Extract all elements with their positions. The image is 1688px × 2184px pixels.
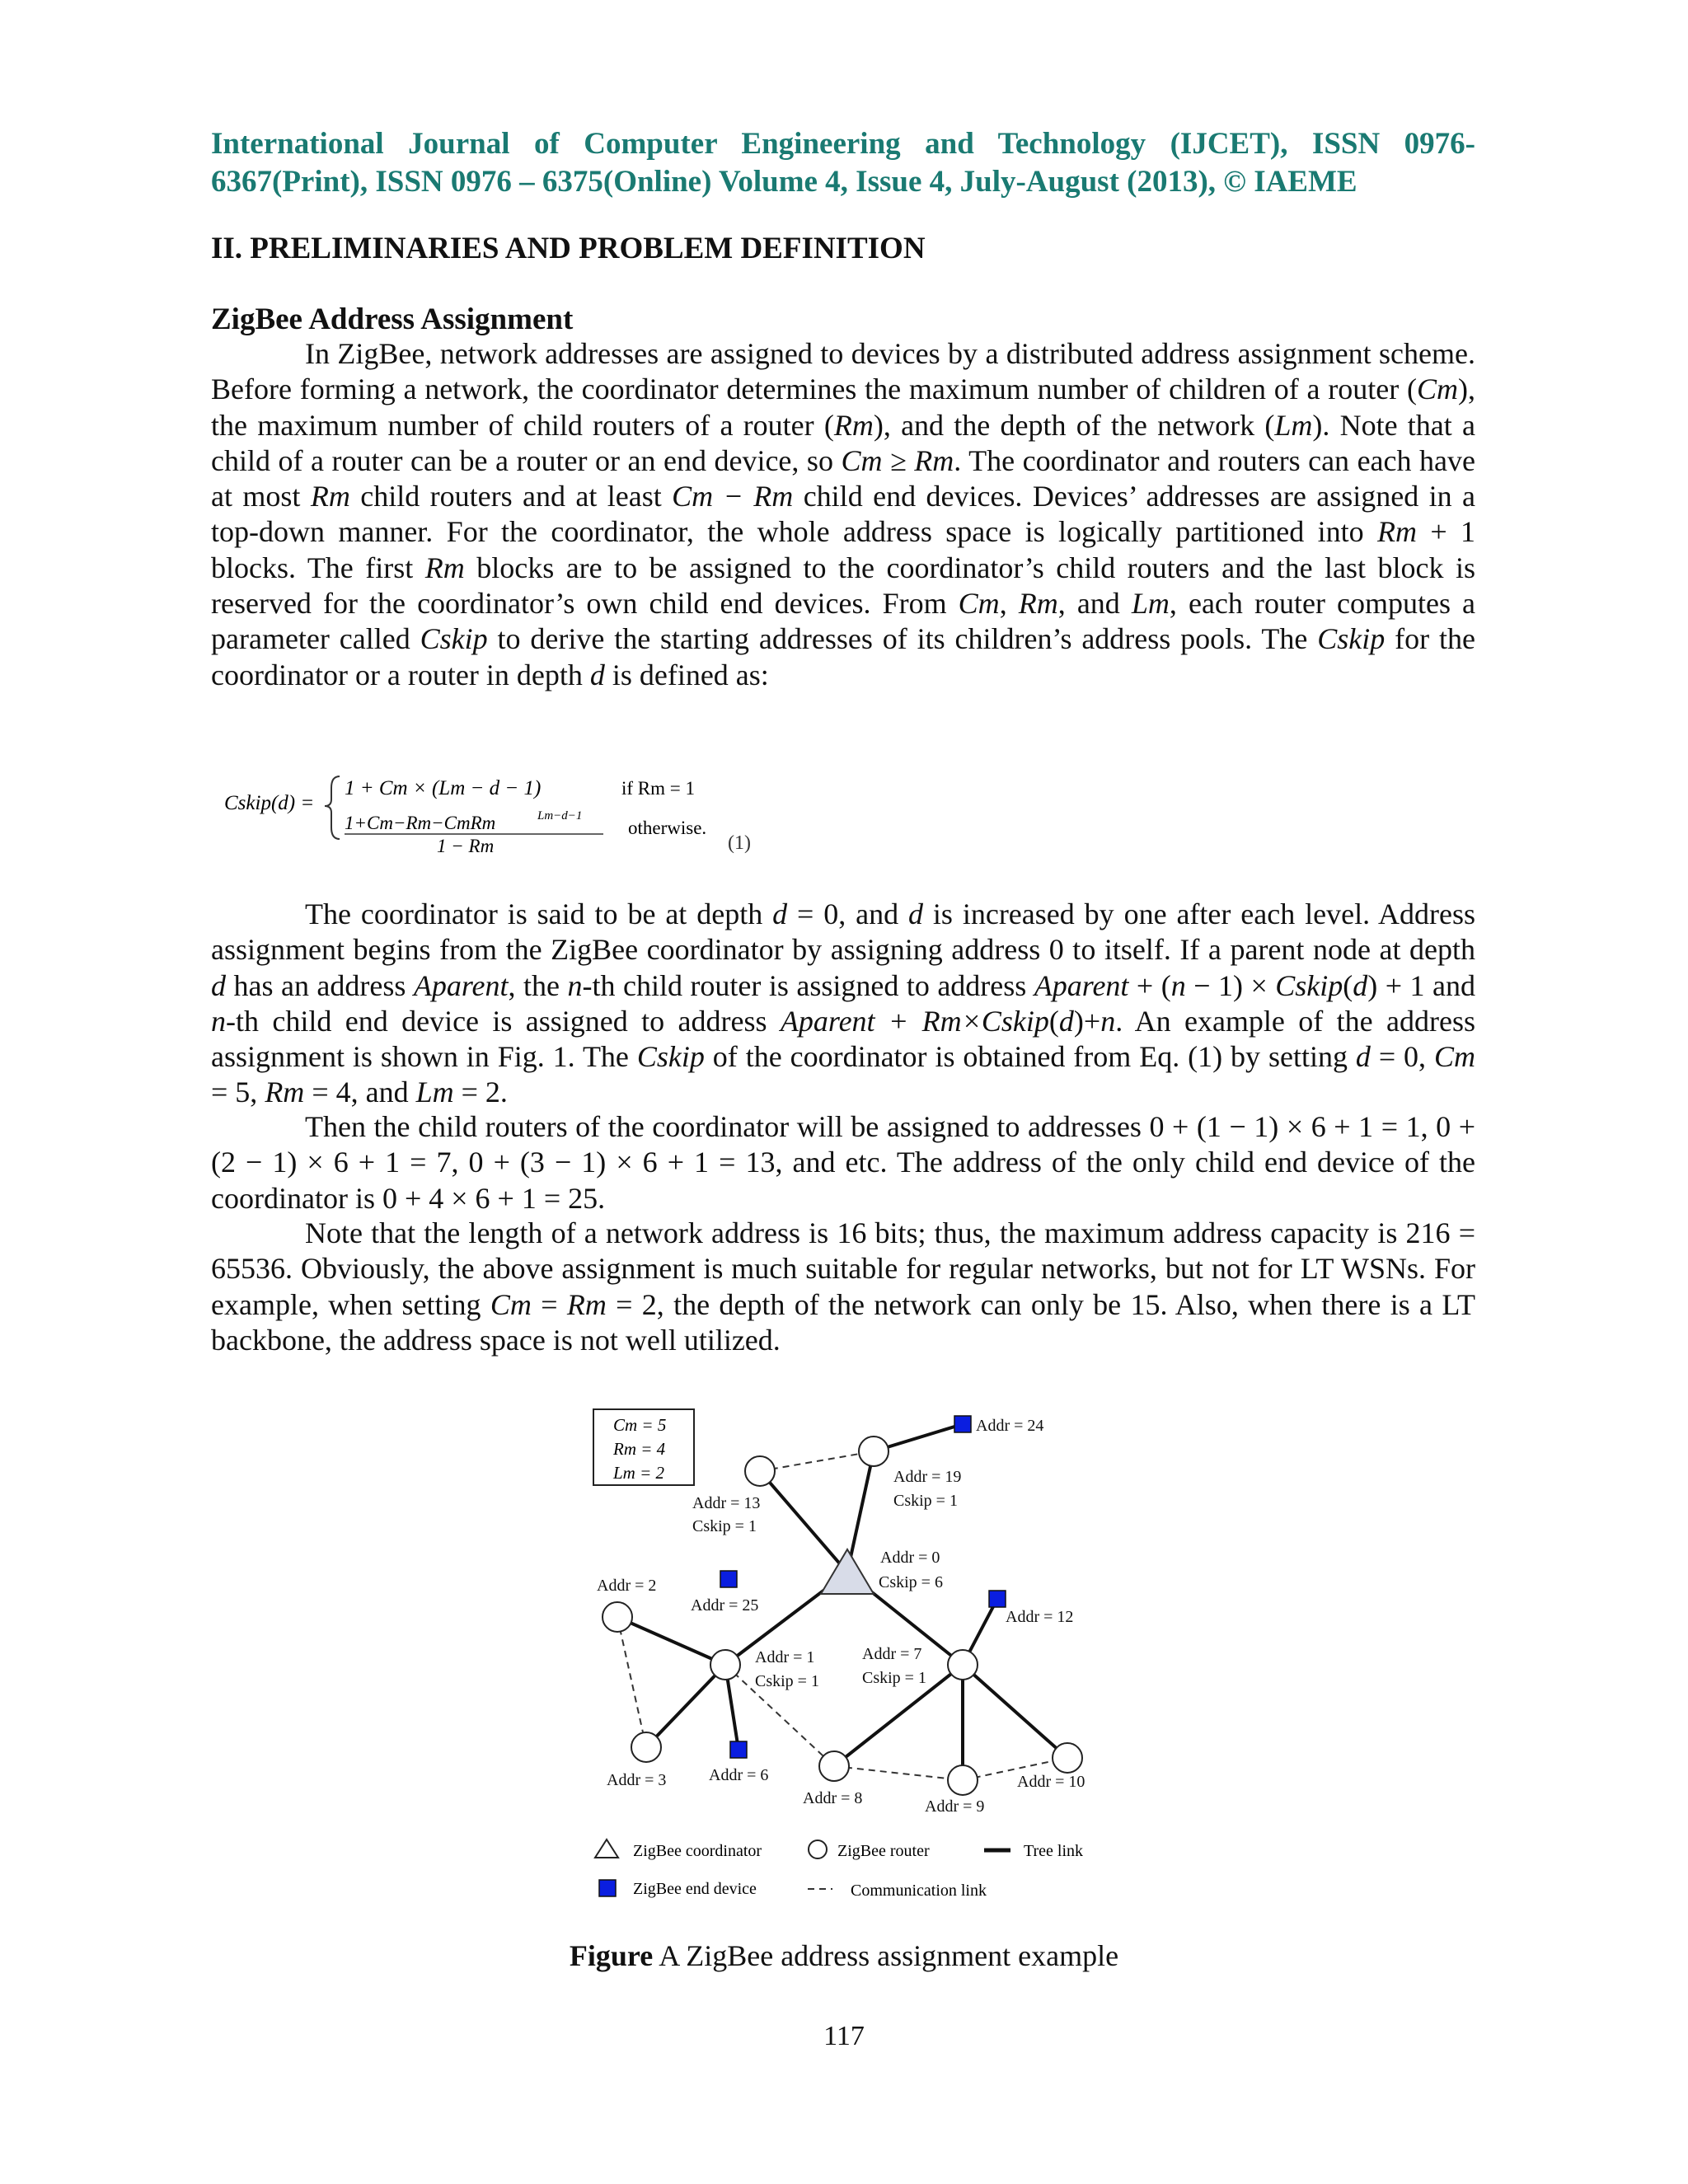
formula-case2-exp: Lm−d−1 bbox=[537, 809, 583, 823]
router-addr-13 bbox=[745, 1456, 775, 1486]
label-cskip-7: Cskip = 1 bbox=[862, 1669, 926, 1687]
router-addr-8 bbox=[819, 1751, 849, 1781]
figure-caption bbox=[0, 1938, 1688, 1973]
section-title: II. PRELIMINARIES AND PROBLEM DEFINITION bbox=[211, 232, 926, 265]
zigbee-address-figure bbox=[577, 1393, 1104, 1912]
legend-tree-link: Tree link bbox=[1024, 1842, 1084, 1860]
label-addr-6: Addr = 6 bbox=[709, 1766, 769, 1784]
paragraph-address-scheme: In ZigBee, network addresses are assigned to devices by a distributed address assignment scheme. Before forming a network, the coordinator determines the maximum number of children of a router (Cm), the maximum number of child routers of a router (Rm), and the depth of the network (Lm). Note that a child of a router can be a router or an end device, so Cm ≥ Rm. The coordinator and routers can each have at most Rm child routers and at least Cm − Rm child end devices. Devices’ addresses are assigned in a top-down manner. For the coordinator, the whole address space is logically partitioned into Rm + 1 blocks. The first Rm blocks are to be assigned to the coordinator’s child routers and the last block is reserved for the coordinator’s own child end devices. From Cm, Rm, and Lm, each router computes a parameter called Cskip to derive the starting addresses of its children’s address pools. The Cskip for the coordinator or a router in depth d is defined as: bbox=[211, 337, 1476, 691]
journal-header-line1: International Journal of Computer Engineering and Technology (IJCET), ISSN 0976- bbox=[211, 127, 1475, 161]
label-addr-24: Addr = 24 bbox=[976, 1417, 1044, 1435]
label-cskip-13: Cskip = 1 bbox=[692, 1517, 757, 1535]
label-addr-1: Addr = 1 bbox=[755, 1648, 815, 1666]
param-lm: Lm = 2 bbox=[613, 1463, 665, 1483]
legend-comm-link: Communication link bbox=[851, 1882, 987, 1900]
formula-case2-num: 1+Cm−Rm−CmRm bbox=[345, 813, 496, 833]
router-addr-9 bbox=[948, 1765, 978, 1795]
formula-case1-cond: if Rm = 1 bbox=[621, 778, 696, 799]
label-addr-3: Addr = 3 bbox=[607, 1771, 667, 1789]
param-rm: Rm = 4 bbox=[613, 1439, 666, 1459]
legend-router: ZigBee router bbox=[837, 1842, 930, 1860]
label-addr-10: Addr = 10 bbox=[1017, 1773, 1085, 1791]
formula-lhs: Cskip(d) = bbox=[224, 792, 315, 814]
paragraph-depth: The coordinator is said to be at depth d = 0, and d is increased by one after each level. Address assignment begins from the ZigBee coordinator by assigning address 0 to itself. If a parent node at depth d has an address Aparent, the n-th child router is assigned to address Aparent + (n − 1) × Cskip(d) + 1 and n-th child end device is assigned to address Aparent + Rm×Cskip(d)+n. An example of the address assignment is shown in Fig. 1. The Cskip of the coordinator is obtained from Eq. (1) by setting d = 0, Cm = 5, Rm = 4, and Lm = 2. bbox=[211, 898, 1475, 1109]
router-addr-7 bbox=[948, 1650, 978, 1680]
formula-case1-expr: 1 + Cm × (Lm − d − 1) bbox=[345, 777, 542, 799]
subsection-title: ZigBee Address Assignment bbox=[211, 302, 574, 336]
coordinator-node bbox=[821, 1549, 874, 1594]
label-addr-2: Addr = 2 bbox=[597, 1577, 657, 1595]
figure-caption-label: Figure bbox=[569, 1939, 654, 1972]
router-addr-2 bbox=[603, 1602, 632, 1632]
cskip-formula bbox=[219, 752, 763, 860]
router-addr-3 bbox=[631, 1732, 661, 1762]
end-device-addr-12 bbox=[989, 1591, 1006, 1607]
formula-case2-den: 1 − Rm bbox=[437, 836, 495, 856]
legend-router-icon bbox=[809, 1840, 827, 1858]
paragraph-example: Then the child routers of the coordinator will be assigned to addresses 0 + (1 − 1) × 6 + 1 = 1, 0 + (2 − 1) × 6 + 1 = 7, 0 + (3 − 1) × 6 + 1 = 13, and etc. The address of the only child end device of the coordinator is 0 + 4 × 6 + 1 = 25. bbox=[211, 1110, 1475, 1215]
communication-links bbox=[617, 1451, 1067, 1780]
formula-brace bbox=[325, 776, 340, 839]
paragraph-capacity: Note that the length of a network address is 16 bits; thus, the maximum address capacity is 216 = 65536. Obviously, the above assignment is much suitable for regular networks, but not for LT WSNs. For example, when setting Cm = Rm = 2, the depth of the network can only be 15. Also, when there is a LT backbone, the address space is not well utilized. bbox=[211, 1216, 1476, 1357]
journal-header bbox=[211, 125, 1475, 201]
end-device-addr-25 bbox=[720, 1571, 737, 1587]
end-device-addr-6 bbox=[730, 1741, 747, 1758]
legend-coordinator-icon bbox=[595, 1840, 618, 1858]
router-addr-10 bbox=[1053, 1743, 1082, 1773]
label-cskip-1: Cskip = 1 bbox=[755, 1672, 819, 1690]
label-addr-25: Addr = 25 bbox=[691, 1596, 759, 1615]
figure-legend bbox=[595, 1840, 1083, 1900]
param-cm: Cm = 5 bbox=[613, 1415, 667, 1435]
figure-caption-text: A ZigBee address assignment example bbox=[653, 1939, 1119, 1972]
formula-case2-cond: otherwise. bbox=[628, 818, 707, 838]
label-addr-13: Addr = 13 bbox=[692, 1494, 761, 1512]
legend-end-device-icon bbox=[599, 1880, 616, 1896]
router-addr-1 bbox=[710, 1650, 740, 1680]
router-addr-19 bbox=[859, 1436, 889, 1466]
label-cskip-0: Cskip = 6 bbox=[879, 1573, 943, 1591]
equation-number: (1) bbox=[728, 832, 751, 854]
label-cskip-19: Cskip = 1 bbox=[893, 1492, 958, 1510]
label-addr-0: Addr = 0 bbox=[880, 1549, 940, 1567]
label-addr-8: Addr = 8 bbox=[803, 1789, 863, 1807]
journal-header-line2: 6367(Print), ISSN 0976 – 6375(Online) Volume 4, Issue 4, July-August (2013), © IAEME bbox=[211, 165, 1357, 199]
label-addr-9: Addr = 9 bbox=[925, 1797, 985, 1816]
label-addr-7: Addr = 7 bbox=[862, 1645, 922, 1663]
label-addr-12: Addr = 12 bbox=[1006, 1608, 1074, 1626]
page-number: 117 bbox=[823, 2021, 865, 2051]
label-addr-19: Addr = 19 bbox=[893, 1468, 962, 1486]
legend-coordinator: ZigBee coordinator bbox=[633, 1842, 762, 1860]
legend-end-device: ZigBee end device bbox=[633, 1880, 757, 1898]
end-device-addr-24 bbox=[954, 1416, 971, 1432]
